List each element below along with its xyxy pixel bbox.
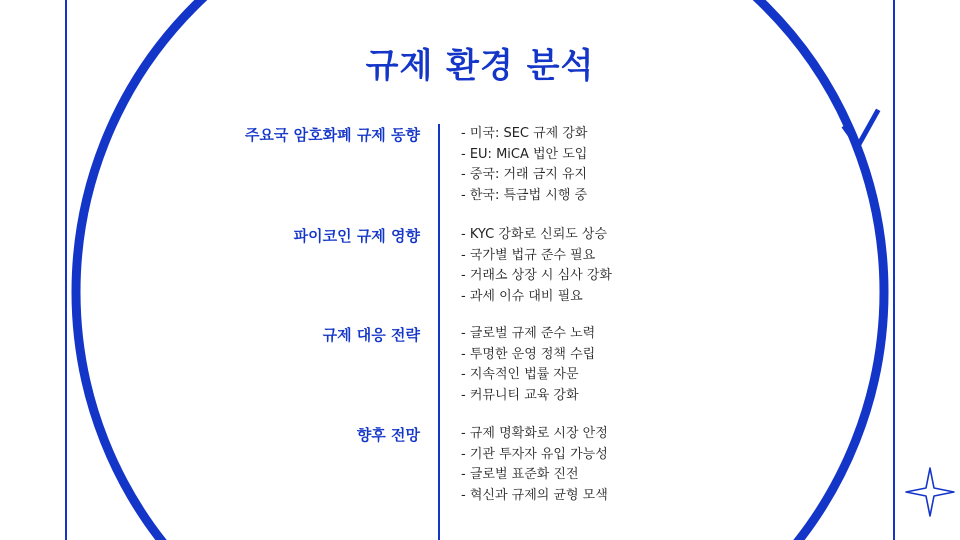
bullet-item: - 중국: 거래 금지 유지 <box>461 167 588 182</box>
section-outlook <box>0 424 960 514</box>
bullet-list <box>461 424 608 506</box>
section-title: 주요국 암호화폐 규제 동향 <box>244 126 420 144</box>
bullet-item: - EU: MiCA 법안 도입 <box>461 146 588 162</box>
bullet-item: - 과세 이슈 대비 필요 <box>461 288 583 304</box>
section-title: 파이코인 규제 영향 <box>293 227 420 245</box>
section-pi-coin-impact <box>0 225 960 315</box>
bullet-item: - 혁신과 규제의 균형 모색 <box>461 487 608 503</box>
bullet-list <box>461 124 588 206</box>
bullet-item: - 한국: 특금법 시행 중 <box>461 187 588 203</box>
bullet-item: - 글로벌 규제 준수 노력 <box>461 326 596 341</box>
section-response-strategy <box>0 324 960 414</box>
bullet-item: - 미국: SEC 규제 강화 <box>461 126 588 141</box>
bullet-list <box>461 324 595 406</box>
bullet-item: - KYC 강화로 신뢰도 상승 <box>461 227 608 242</box>
bullet-item: - 글로벌 표준화 진전 <box>461 467 579 482</box>
bullet-item: - 투명한 운영 정책 수립 <box>461 346 596 362</box>
section-title: 규제 대응 전략 <box>322 326 420 344</box>
bullet-item: - 지속적인 법률 자문 <box>461 367 579 382</box>
bullet-item: - 거래소 상장 시 심사 강화 <box>461 268 612 283</box>
bullet-list <box>461 225 612 307</box>
bullet-item: - 기관 투자자 유입 가능성 <box>461 446 608 462</box>
bullet-item: - 국가별 법규 준수 필요 <box>461 247 596 263</box>
page-title: 규제 환경 분석 <box>365 46 595 86</box>
bullet-item: - 커뮤니티 교육 강화 <box>461 387 579 403</box>
bullet-item: - 규제 명확화로 시장 안정 <box>461 426 608 441</box>
section-title: 향후 전망 <box>356 426 420 444</box>
section-global-regulation <box>0 124 960 214</box>
